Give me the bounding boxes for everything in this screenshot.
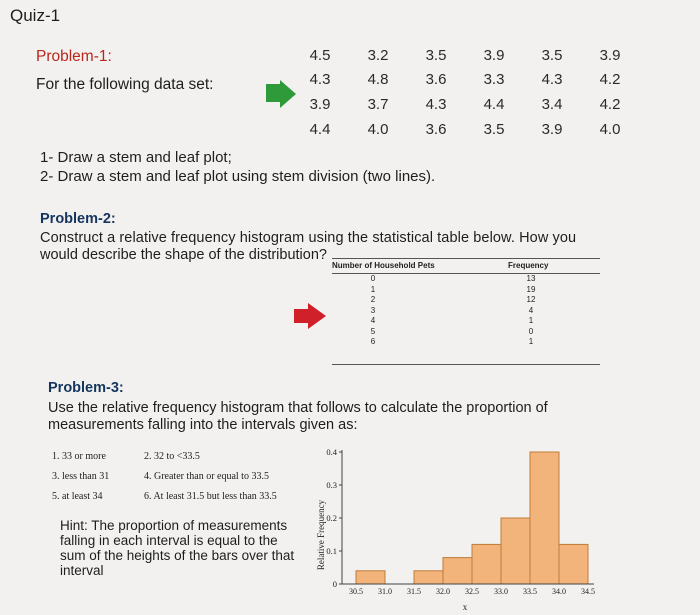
question-4: 4. Greater than or equal to 33.5 xyxy=(144,471,269,482)
data-value: 3.6 xyxy=(425,121,447,138)
histogram-bar xyxy=(559,544,588,584)
data-value: 3.9 xyxy=(599,47,621,64)
data-value: 4.2 xyxy=(599,96,621,113)
data-value: 4.0 xyxy=(367,121,389,138)
histogram-bar xyxy=(530,452,559,584)
problem3-heading: Problem-3: xyxy=(48,380,124,396)
x-tick-label: 31.0 xyxy=(378,587,392,596)
histogram-bar xyxy=(501,518,530,584)
table-cell: 5 xyxy=(370,326,376,336)
x-tick-label: 34.5 xyxy=(581,587,595,596)
problem3-line2: measurements falling into the intervals given as: xyxy=(48,417,358,433)
table-cell: 12 xyxy=(526,295,536,304)
data-row-3 xyxy=(300,96,630,116)
x-axis-label: x xyxy=(462,602,468,612)
data-value: 3.9 xyxy=(483,47,505,64)
data-row-4 xyxy=(300,121,630,141)
data-value: 4.3 xyxy=(309,71,331,88)
x-tick-label: 33.0 xyxy=(494,587,508,596)
table-cell: 19 xyxy=(526,284,536,294)
table-cell: 1 xyxy=(370,284,376,294)
data-row-1 xyxy=(300,47,630,67)
table-cell: 1 xyxy=(528,337,534,346)
x-tick-label: 31.5 xyxy=(407,587,421,596)
table-cell: 4 xyxy=(528,305,534,315)
pets-column xyxy=(358,274,388,348)
x-tick-label: 30.5 xyxy=(349,587,363,596)
y-axis-label: Relative Frequency xyxy=(316,499,326,571)
data-value: 3.7 xyxy=(367,96,389,113)
y-tick-label: 0.2 xyxy=(326,513,337,523)
x-tick-label: 32.5 xyxy=(465,587,479,596)
table-header xyxy=(332,258,600,274)
table-cell: 0 xyxy=(528,326,534,336)
data-value: 3.5 xyxy=(541,47,563,64)
table-cell: 0 xyxy=(370,274,376,283)
red-arrow-icon xyxy=(292,303,328,329)
table-bottom-rule xyxy=(332,364,600,365)
x-tick-label: 32.0 xyxy=(436,587,450,596)
task-2: 2- Draw a stem and leaf plot using stem division (two lines). xyxy=(40,168,436,185)
data-row-2 xyxy=(300,71,630,91)
problem1-prompt: For the following data set: xyxy=(36,76,214,93)
frequency-column xyxy=(516,274,546,348)
question-1: 1. 33 or more xyxy=(52,451,106,462)
problem1-heading: Problem-1: xyxy=(36,48,112,65)
data-value: 4.8 xyxy=(367,71,389,88)
hint-text: Hint: The proportion of measurements falling in each interval is equal to the sum of the heights of the bars over that interval xyxy=(60,518,295,578)
problem2-line1: Construct a relative frequency histogram using the statistical table below. How you xyxy=(40,230,577,246)
data-value: 4.3 xyxy=(425,96,447,113)
data-value: 4.0 xyxy=(599,121,621,138)
data-value: 3.3 xyxy=(483,71,505,88)
problem2-heading: Problem-2: xyxy=(40,211,116,227)
problem3-line1: Use the relative frequency histogram that follows to calculate the proportion of xyxy=(48,400,548,416)
question-5: 5. at least 34 xyxy=(52,491,103,502)
table-cell: 4 xyxy=(370,316,376,325)
table-cell: 6 xyxy=(370,337,376,346)
data-value: 4.3 xyxy=(541,71,563,88)
column-header-pets: Number of Household Pets xyxy=(332,261,435,270)
histogram-bar xyxy=(356,571,385,584)
data-value: 4.2 xyxy=(599,71,621,88)
data-value: 4.4 xyxy=(309,121,331,138)
quiz-title: Quiz-1 xyxy=(10,6,61,25)
y-tick-label: 0.4 xyxy=(326,447,337,457)
data-value: 4.5 xyxy=(309,47,331,64)
histogram-bar xyxy=(414,571,443,584)
table-cell: 13 xyxy=(526,274,536,283)
task-1: 1- Draw a stem and leaf plot; xyxy=(40,149,232,166)
table-cell: 3 xyxy=(370,305,376,315)
green-arrow-icon xyxy=(264,80,298,108)
data-value: 3.5 xyxy=(425,47,447,64)
table-cell: 1 xyxy=(528,316,534,325)
histogram-bar xyxy=(472,544,501,584)
data-value: 3.9 xyxy=(309,96,331,113)
question-2: 2. 32 to <33.5 xyxy=(144,451,200,462)
question-3: 3. less than 31 xyxy=(52,471,110,482)
table-cell: 2 xyxy=(370,295,376,304)
pets-frequency-table xyxy=(332,252,600,368)
question-6: 6. At least 31.5 but less than 33.5 xyxy=(144,491,277,502)
histogram-bar xyxy=(443,558,472,584)
data-value: 3.9 xyxy=(541,121,563,138)
relative-frequency-histogram xyxy=(308,440,608,615)
data-value: 3.4 xyxy=(541,96,563,113)
problem2-line2: would describe the shape of the distribution? xyxy=(40,247,327,263)
x-tick-label: 33.5 xyxy=(523,587,537,596)
data-value: 4.4 xyxy=(483,96,505,113)
column-header-frequency: Frequency xyxy=(508,261,549,270)
data-value: 3.6 xyxy=(425,71,447,88)
y-tick-label: 0.1 xyxy=(326,546,337,556)
data-value: 3.2 xyxy=(367,47,389,64)
y-tick-label: 0.3 xyxy=(326,480,337,490)
data-value: 3.5 xyxy=(483,121,505,138)
x-tick-label: 34.0 xyxy=(552,587,566,596)
y-tick-label: 0 xyxy=(332,579,337,589)
